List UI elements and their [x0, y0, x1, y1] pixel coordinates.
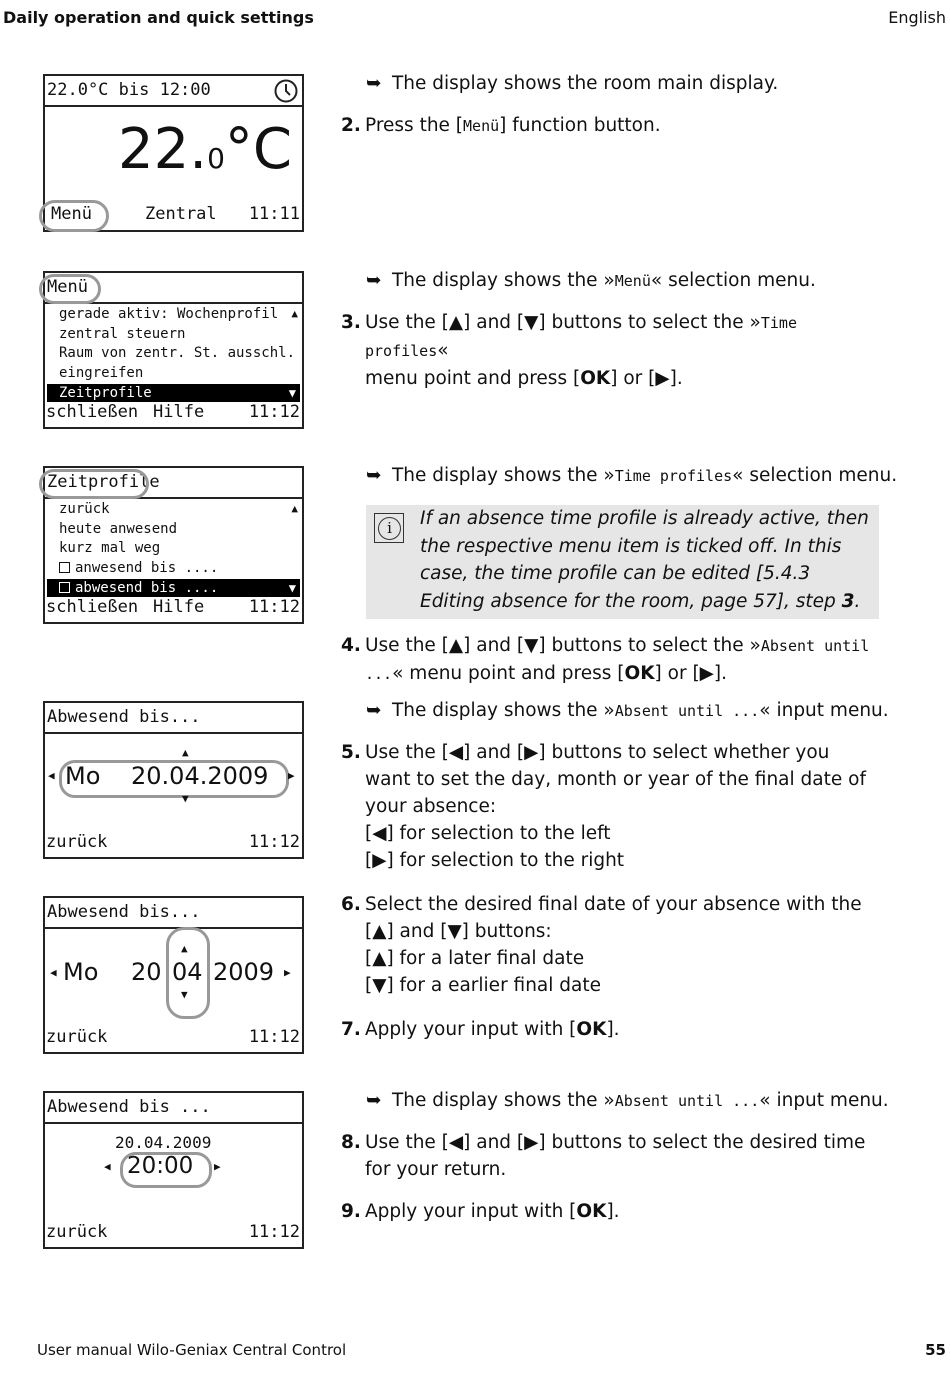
list-item[interactable]: Raum von zentr. St. ausschl. — [59, 345, 296, 361]
lcd-time: 11:12 — [248, 1027, 300, 1047]
time-field[interactable]: 20:00 — [127, 1153, 194, 1179]
lcd-top-bar — [45, 76, 302, 107]
close-softkey[interactable]: schließen — [46, 597, 139, 617]
list-item[interactable]: eingreifen — [59, 364, 144, 381]
step-number: 4. — [341, 635, 361, 656]
year-field[interactable]: 2009 — [213, 958, 275, 986]
list-item[interactable]: zentral steuern — [59, 325, 186, 342]
list-item[interactable]: gerade aktiv: Wochenprofil — [59, 306, 279, 322]
help-softkey[interactable]: Hilfe — [153, 597, 205, 617]
result-arrow-icon: ➥ — [366, 1090, 382, 1111]
scroll-down-icon: ▼ — [288, 386, 296, 400]
down-arrow-icon: ▼ — [182, 792, 189, 805]
lcd-status-text: 22.0°C bis 12:00 — [47, 80, 211, 100]
step-number: 3. — [341, 312, 361, 333]
result-line: ➥ The display shows the »Time profiles« selection menu. — [366, 462, 897, 490]
lcd-title: Abwesend bis... — [47, 902, 201, 922]
selected-item[interactable]: abwesend bis .... ▼ — [47, 579, 300, 597]
page-number: 55 — [925, 1341, 946, 1359]
date-display: 20.04.2009 — [115, 1133, 212, 1152]
step-number: 2. — [341, 115, 361, 136]
day-of-month-field[interactable]: 20 — [131, 958, 162, 986]
checkbox-icon — [59, 562, 70, 573]
right-arrow-icon: ▶ — [284, 966, 291, 979]
menu-list — [59, 500, 218, 578]
right-arrow-icon: ▶ — [288, 769, 295, 782]
lcd-time: 11:12 — [248, 832, 300, 852]
right-arrow-icon: ▶ — [214, 1160, 221, 1173]
lcd-screen-absent-time — [43, 1091, 304, 1249]
step-text: Use the [◀] and [▶] buttons to select the desired time for your return. — [365, 1132, 866, 1180]
left-arrow-icon: ◀ — [104, 1160, 111, 1173]
list-item[interactable]: heute anwesend — [59, 520, 178, 537]
lcd-top-bar — [45, 1093, 302, 1124]
title-highlight-ring — [39, 274, 101, 304]
close-softkey[interactable]: schließen — [46, 402, 139, 422]
back-softkey[interactable]: zurück — [46, 1027, 108, 1047]
lcd-screen-main — [43, 74, 304, 232]
step-text: Use the [▲] and [▼] buttons to select the »Absent until ...« menu point and press [OK] or [▶]. — [365, 635, 870, 684]
step-text: Apply your input with [OK]. — [365, 1019, 620, 1040]
step-text: Use the [▲] and [▼] buttons to select the »Time profiles« menu point and press [OK] or [▶]. — [365, 312, 797, 389]
left-arrow-icon: ◀ — [48, 769, 55, 782]
lcd-time: 11:12 — [248, 402, 300, 422]
info-note — [366, 505, 879, 619]
step-text: Select the desired final date of your absence with the [▲] and [▼] buttons: [▲] for a later final date [▼] for a earlier final date — [365, 894, 862, 996]
step-number: 6. — [341, 894, 361, 915]
lcd-top-bar — [45, 898, 302, 929]
lcd-screen-menu — [43, 271, 304, 429]
list-item[interactable]: anwesend bis .... — [59, 559, 218, 579]
up-arrow-icon: ▲ — [181, 942, 188, 955]
lcd-time: 11:12 — [248, 1222, 300, 1242]
lcd-top-bar — [45, 703, 302, 734]
step-text: Apply your input with [OK]. — [365, 1201, 620, 1222]
title-highlight-ring — [39, 469, 149, 499]
step-text: Use the [◀] and [▶] buttons to select whether you want to set the day, month or year of the final date of your absence: [◀] for selection to the left [▶] for selection to the right — [365, 742, 866, 871]
info-icon: i — [374, 513, 404, 543]
step-number: 5. — [341, 742, 361, 763]
result-line: ➥ The display shows the »Absent until ...« input menu. — [366, 697, 889, 725]
lcd-screen-absent-month — [43, 896, 304, 1054]
menu-list — [59, 305, 295, 383]
lcd-screen-time-profiles — [43, 466, 304, 624]
back-softkey[interactable]: zurück — [46, 832, 108, 852]
room-temperature: 22.0°C — [118, 117, 292, 182]
scroll-down-icon: ▼ — [288, 581, 296, 595]
note-text: If an absence time profile is already active, then the respective menu item is ticked off. In this case, the time profile can be edited [5.4.3 Editing absence for the room, page 57], step 3. — [420, 508, 869, 612]
help-softkey[interactable]: Hilfe — [153, 402, 205, 422]
day-field[interactable]: Mo — [65, 762, 101, 790]
manual-title: User manual Wilo-Geniax Central Control — [37, 1341, 347, 1359]
list-item[interactable]: kurz mal weg — [59, 540, 161, 556]
month-field[interactable]: 04 — [172, 958, 203, 986]
step-text: Press the [Menü] function button. — [365, 115, 661, 136]
lcd-title: Abwesend bis... — [47, 707, 201, 727]
result-arrow-icon: ➥ — [366, 73, 382, 94]
section-title: Daily operation and quick settings — [3, 8, 314, 27]
up-arrow-icon: ▲ — [182, 746, 189, 759]
selected-item[interactable]: Zeitprofile ▼ — [47, 384, 300, 402]
language-label: English — [888, 8, 946, 27]
lcd-title: Menü — [47, 277, 88, 297]
down-arrow-icon: ▼ — [181, 988, 188, 1001]
result-arrow-icon: ➥ — [366, 465, 382, 486]
result-line: ➥ The display shows the »Absent until ...« input menu. — [366, 1087, 889, 1115]
step-number: 8. — [341, 1132, 361, 1153]
menu-softkey[interactable]: Menü — [51, 204, 92, 224]
step-number: 7. — [341, 1019, 361, 1040]
result-line: ➥ The display shows the »Menü« selection menu. — [366, 267, 816, 295]
result-arrow-icon: ➥ — [366, 700, 382, 721]
step-number: 9. — [341, 1201, 361, 1222]
list-item[interactable]: zurück — [59, 501, 110, 517]
result-arrow-icon: ➥ — [366, 270, 382, 291]
lcd-title: Abwesend bis ... — [47, 1097, 211, 1117]
lcd-time: 11:11 — [248, 204, 300, 224]
left-arrow-icon: ◀ — [50, 966, 57, 979]
date-field[interactable]: 20.04.2009 — [131, 762, 269, 790]
day-field[interactable]: Mo — [63, 958, 99, 986]
lcd-time: 11:12 — [248, 597, 300, 617]
result-line: ➥ The display shows the room main display. — [366, 70, 778, 97]
scroll-up-icon: ▲ — [291, 307, 298, 320]
zentral-label: Zentral — [145, 204, 217, 224]
clock-icon — [274, 79, 298, 103]
back-softkey[interactable]: zurück — [46, 1222, 108, 1242]
scroll-up-icon: ▲ — [291, 502, 298, 515]
lcd-title: Zeitprofile — [47, 472, 160, 492]
lcd-screen-absent-date — [43, 701, 304, 859]
checkbox-icon — [59, 582, 70, 593]
